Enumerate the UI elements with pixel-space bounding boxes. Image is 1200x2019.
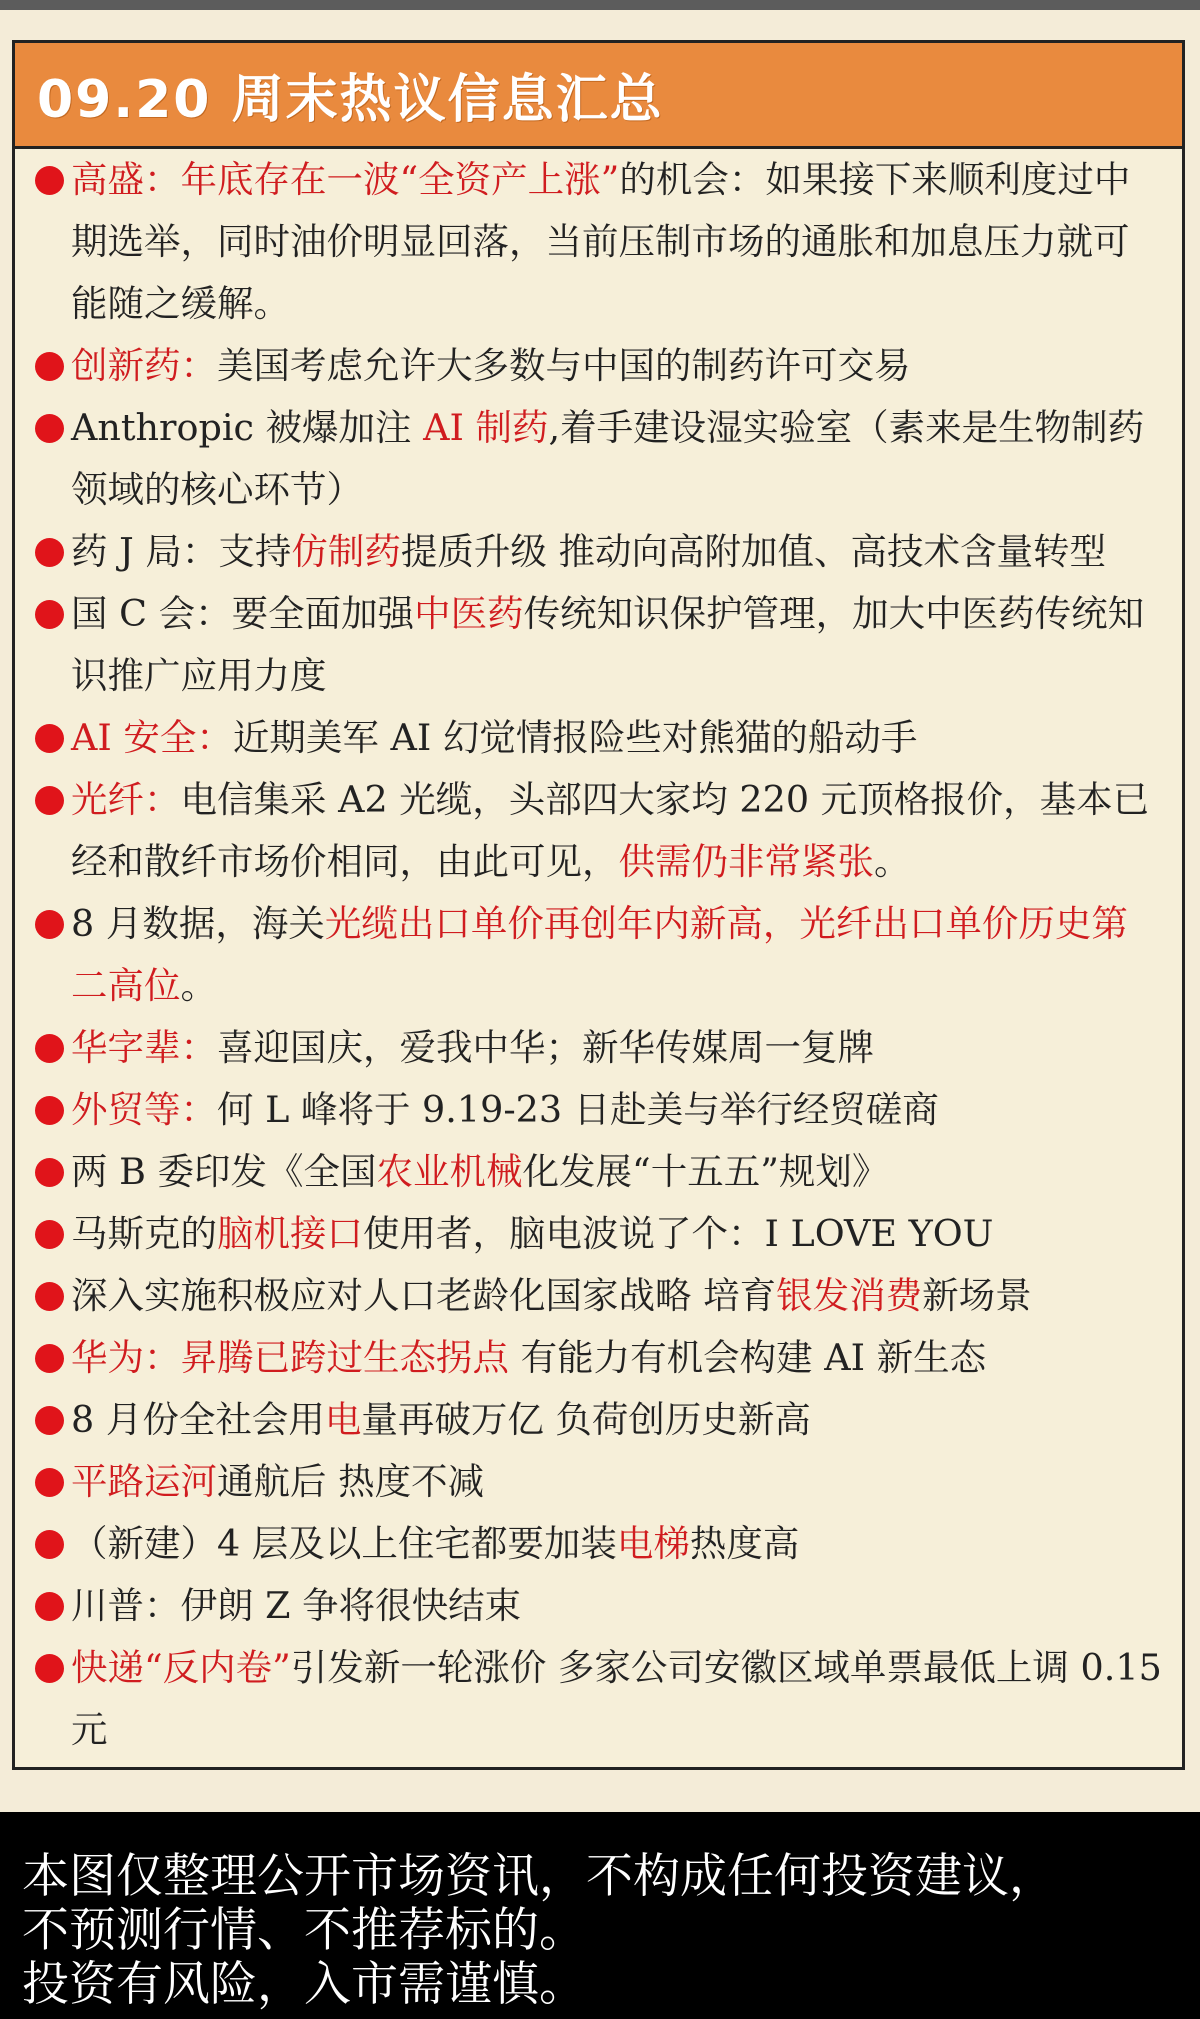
red-dot-icon <box>35 910 64 939</box>
body-text: 使用者，脑电波说了个：I LOVE YOU <box>363 1212 994 1255</box>
bullet-icon <box>35 1513 71 1575</box>
red-dot-icon <box>35 1530 64 1559</box>
bullet-icon <box>35 1389 71 1451</box>
body-text: 8 月份全社会用 <box>71 1398 325 1441</box>
news-item <box>35 335 1162 397</box>
bullet-icon <box>35 1637 71 1699</box>
highlight-text: 脑机接口 <box>217 1212 363 1255</box>
news-item-text <box>71 521 1162 583</box>
bullet-icon <box>35 1575 71 1637</box>
news-item <box>35 1451 1162 1513</box>
red-dot-icon <box>35 352 64 381</box>
news-item <box>35 1141 1162 1203</box>
page-title: 09.20 周末热议信息汇总 <box>37 70 664 130</box>
bullet-icon <box>35 583 71 645</box>
red-dot-icon <box>35 600 64 629</box>
news-item <box>35 1017 1162 1079</box>
news-item <box>35 893 1162 1017</box>
body-text: 电信集采 A2 光缆，头部四大家均 220 元顶格报价，基本已经和散纤市场价相同，由此可见， <box>71 778 1150 883</box>
body-text: 马斯克的 <box>71 1212 217 1255</box>
card-header <box>15 43 1182 149</box>
highlight-text: 外贸等： <box>71 1088 217 1131</box>
red-dot-icon <box>35 1344 64 1373</box>
red-dot-icon <box>35 1158 64 1187</box>
news-item-text <box>71 1327 1162 1389</box>
body-text: 引发新一轮涨价 多家公司安徽区域单票最低上调 0.15 元 <box>71 1646 1162 1751</box>
red-dot-icon <box>35 1406 64 1435</box>
red-dot-icon <box>35 1654 64 1683</box>
highlight-text: 中医药 <box>414 592 524 635</box>
highlight-text: 高盛：年底存在一波“全资产上涨” <box>71 158 620 201</box>
body-text: 8 月数据，海关 <box>71 902 325 945</box>
news-item <box>35 1079 1162 1141</box>
highlight-text: 供需仍非常紧张 <box>618 840 874 883</box>
news-item-text <box>71 1079 1162 1141</box>
news-item <box>35 397 1162 521</box>
bullet-icon <box>35 521 71 583</box>
body-text: 国 C 会：要全面加强 <box>71 592 415 635</box>
body-text: （新建）4 层及以上住宅都要加装 <box>71 1522 617 1565</box>
body-text: 有能力有机会构建 AI 新生态 <box>509 1336 987 1379</box>
body-text: 川普：伊朗 Z 争将很快结束 <box>71 1584 522 1627</box>
body-text: 喜迎国庆，爱我中华；新华传媒周一复牌 <box>217 1026 874 1069</box>
body-text: 两 B 委印发《全国 <box>71 1150 377 1193</box>
highlight-text: 华为：昇腾已跨过生态拐点 <box>71 1336 509 1379</box>
news-item <box>35 149 1162 335</box>
red-dot-icon <box>35 1220 64 1249</box>
highlight-text: AI 安全： <box>71 716 233 759</box>
body-text: 新场景 <box>922 1274 1032 1317</box>
body-text: 的机会：如果接下来顺利度过中期选举，同时油价明显回落，当前压制市场的通胀和加息压力就可能随之缓解。 <box>71 158 1131 325</box>
red-dot-icon <box>35 1592 64 1621</box>
disclaimer-line-1: 本图仅整理公开市场资讯，不构成任何投资建议， <box>22 1849 1056 1904</box>
body-text: 深入实施积极应对人口老龄化国家战略 培育 <box>71 1274 777 1317</box>
news-item-text <box>71 1203 1162 1265</box>
red-dot-icon <box>35 538 64 567</box>
news-item <box>35 1637 1162 1761</box>
news-item <box>35 707 1162 769</box>
news-list <box>15 149 1182 1761</box>
body-text: 药 J 局：支持 <box>71 530 292 573</box>
bullet-icon <box>35 397 71 459</box>
body-text: 美国考虑允许大多数与中国的制药许可交易 <box>217 344 911 387</box>
news-item <box>35 1389 1162 1451</box>
red-dot-icon <box>35 1468 64 1497</box>
red-dot-icon <box>35 414 64 443</box>
red-dot-icon <box>35 166 64 195</box>
news-item-text <box>71 1637 1162 1761</box>
news-item <box>35 769 1162 893</box>
news-item <box>35 583 1162 707</box>
red-dot-icon <box>35 724 64 753</box>
body-text: 何 L 峰将于 9.19-23 日赴美与举行经贸磋商 <box>217 1088 939 1131</box>
news-item-text <box>71 769 1162 893</box>
news-item-text <box>71 893 1162 1017</box>
bullet-icon <box>35 769 71 831</box>
top-strip <box>0 0 1200 10</box>
news-item <box>35 1575 1162 1637</box>
news-item-text <box>71 1017 1162 1079</box>
news-item-text <box>71 1513 1162 1575</box>
news-item-text <box>71 1265 1162 1327</box>
highlight-text: 银发消费 <box>776 1274 923 1317</box>
news-item <box>35 1203 1162 1265</box>
red-dot-icon <box>35 1034 64 1063</box>
bullet-icon <box>35 893 71 955</box>
body-text: ,着手建设湿实验室（素来是生物制药领域的核心环节） <box>71 406 1145 511</box>
highlight-text: 农业机械 <box>376 1150 523 1193</box>
disclaimer-footer <box>0 1812 1200 2019</box>
bullet-icon <box>35 149 71 211</box>
body-text: 热度高 <box>689 1522 800 1565</box>
body-text: Anthropic 被爆加注 <box>71 406 424 449</box>
red-dot-icon <box>35 786 64 815</box>
disclaimer-line-2: 不预测行情、不推荐标的。 <box>22 1903 586 1958</box>
news-item <box>35 1327 1162 1389</box>
highlight-text: 光缆出口单价再创年内新高，光纤出口单价历史第二高位 <box>71 902 1128 1007</box>
highlight-text: 仿制药 <box>291 530 401 573</box>
news-item-text <box>71 707 1162 769</box>
news-item <box>35 521 1162 583</box>
bullet-icon <box>35 1265 71 1327</box>
red-dot-icon <box>35 1282 64 1311</box>
disclaimer-line-3: 投资有风险，入市需谨慎。 <box>22 1957 586 2012</box>
bullet-icon <box>35 1017 71 1079</box>
highlight-text: AI 制药 <box>423 406 549 449</box>
highlight-text: 平路运河 <box>71 1460 217 1503</box>
bullet-icon <box>35 1141 71 1203</box>
highlight-text: 电 <box>324 1398 362 1441</box>
bullet-icon <box>35 1327 71 1389</box>
news-item-text <box>71 583 1162 707</box>
highlight-text: 创新药： <box>71 344 217 387</box>
highlight-text: 华字辈： <box>71 1026 217 1069</box>
body-text: 化发展“十五五”规划》 <box>522 1150 889 1193</box>
news-item-text <box>71 149 1162 335</box>
bullet-icon <box>35 1079 71 1141</box>
news-item <box>35 1265 1162 1327</box>
body-text: 通航后 热度不减 <box>217 1460 485 1503</box>
red-dot-icon <box>35 1096 64 1125</box>
news-item-text <box>71 1141 1162 1203</box>
bullet-icon <box>35 335 71 397</box>
bullet-icon <box>35 707 71 769</box>
body-text: 。 <box>874 840 911 883</box>
highlight-text: 电梯 <box>616 1522 690 1565</box>
news-item-text <box>71 335 1162 397</box>
news-item-text <box>71 1575 1162 1637</box>
news-item-text <box>71 1389 1162 1451</box>
bullet-icon <box>35 1451 71 1513</box>
news-item-text <box>71 1451 1162 1513</box>
news-summary-card <box>12 40 1185 1770</box>
body-text: 近期美军 AI 幻觉情报险些对熊猫的船动手 <box>232 716 918 759</box>
highlight-text: 光纤： <box>71 778 181 821</box>
body-text: 提质升级 推动向高附加值、高技术含量转型 <box>400 530 1106 573</box>
news-item <box>35 1513 1162 1575</box>
bullet-icon <box>35 1203 71 1265</box>
highlight-text: 快递“反内卷” <box>71 1646 291 1689</box>
body-text: 量再破万亿 负荷创历史新高 <box>361 1398 811 1441</box>
body-text: 。 <box>180 964 217 1007</box>
body-text: 传统知识保护管理，加大中医药传统知识推广应用力度 <box>71 592 1145 697</box>
news-item-text <box>71 397 1162 521</box>
